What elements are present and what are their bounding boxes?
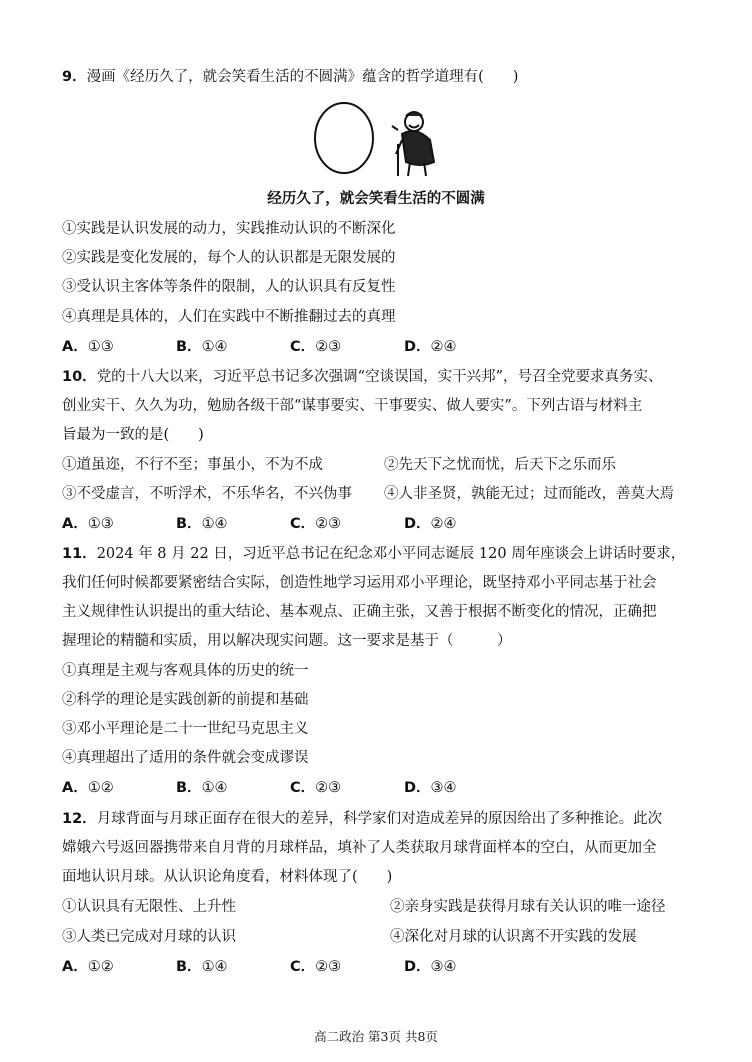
q10-item-1: ①道虽迩，不行不至；事虽小，不为不成 [62,457,323,473]
q12-item-4: ④深化对月球的认识离不开实践的发展 [390,929,637,945]
q11-item-3: ③邓小平理论是二十一世纪马克思主义 [62,721,309,737]
q9-stem-text: 漫画《经历久了，就会笑看生活的不圆满》蕴含的哲学道理有( ) [86,69,519,85]
q10-item-4: ④人非圣贤，孰能无过；过而能改，善莫大焉 [384,486,674,502]
q9-item-4: ④真理是具体的，人们在实践中不断推翻过去的真理 [62,309,396,325]
q9-item-2: ②实践是变化发展的，每个人的认识都是无限发展的 [62,250,396,266]
q12-item-1: ①认识具有无限性、上升性 [62,899,236,915]
cartoon-imperfect-circle [315,103,373,173]
q12-stem-line-1: 12．月球背面与月球正面存在很大的差异，科学家们对造成差异的原因给出了多种推论。此次 [62,811,663,827]
q11-option-c[interactable]: C．②③ [290,780,342,796]
q9-item-1: ①实践是认识发展的动力，实践推动认识的不断深化 [62,221,396,237]
q9-option-b[interactable]: B．①④ [176,339,228,355]
q10-stem-line-3: 旨最为一致的是( ) [62,427,204,443]
q12-number: 12． [62,811,97,827]
q11-stem-line-4: 握理论的精髓和实质，用以解决现实问题。这一要求是基于（ ） [62,633,512,649]
q9-number: 9． [62,69,87,85]
q9-stem [62,67,518,87]
q12-option-d[interactable]: D．③④ [404,959,457,975]
q11-number: 11． [62,546,97,562]
q10-item-3: ③不受虚言，不听浮术，不乐华名，不兴伪事 [62,486,352,502]
q9-option-d[interactable]: D．②④ [404,339,457,355]
q9-option-a[interactable]: A．①③ [62,339,114,355]
q11-item-1: ①真理是主观与客观具体的历史的统一 [62,663,309,679]
q10-number: 10． [62,369,97,385]
q12-item-2: ②亲身实践是获得月球有关认识的唯一途径 [390,899,666,915]
q12-option-c[interactable]: C．②③ [290,959,342,975]
q10-stem-line-2: 创业实干、久久为功，勉励各级干部“谋事要实、干事要实、做人要实”。下列古语与材料主 [62,398,643,414]
q12-option-a[interactable]: A．①② [62,959,114,975]
q12-stem-line-3: 面地认识月球。从认识论角度看，材料体现了( ) [62,869,393,885]
q11-stem-line-3: 主义规律性认识提出的重大结论、基本观点、正确主张，又善于根据不断变化的情况，正确把 [62,604,657,620]
q11-option-b[interactable]: B．①④ [176,780,228,796]
q10-stem-line-1: 10．党的十八大以来，习近平总书记多次强调“空谈误国，实干兴邦”，号召全党要求真务实、 [62,369,663,385]
cartoon-illustration [310,100,445,178]
q11-stem-line-2: 我们任何时候都要紧密结合实际，创造性地学习运用邓小平理论，既坚持邓小平同志基于社会 [62,575,657,591]
q11-item-4: ④真理超出了适用的条件就会变成谬误 [62,750,309,766]
q10-option-c[interactable]: C．②③ [290,516,342,532]
q11-option-d[interactable]: D．③④ [404,780,457,796]
q9-item-3: ③受认识主客体等条件的限制，人的认识具有反复性 [62,279,396,295]
q10-option-d[interactable]: D．②④ [404,516,457,532]
q11-item-2: ②科学的理论是实践创新的前提和基础 [62,692,309,708]
q12-stem-line-2: 嫦娥六号返回器携带来自月背的月球样品，填补了人类获取月球背面样本的空白，从而更加全 [62,840,657,856]
page-footer: 高二政治 第3页 共8页 [314,1029,438,1044]
q9-option-c[interactable]: C．②③ [290,339,342,355]
cartoon-old-man [392,112,434,176]
q12-option-b[interactable]: B．①④ [176,959,228,975]
q10-option-a[interactable]: A．①③ [62,516,114,532]
q12-item-3: ③人类已完成对月球的认识 [62,929,236,945]
q11-option-a[interactable]: A．①② [62,780,114,796]
q11-stem-line-1: 11．2024 年 8 月 22 日，习近平总书记在纪念邓小平同志诞辰 120 周年座谈会上讲话时要求， [62,546,686,562]
q9-cartoon-caption: 经历久了，就会笑看生活的不圆满 [267,191,485,207]
q10-item-2: ②先天下之忧而忧，后天下之乐而乐 [384,457,616,473]
q10-option-b[interactable]: B．①④ [176,516,228,532]
